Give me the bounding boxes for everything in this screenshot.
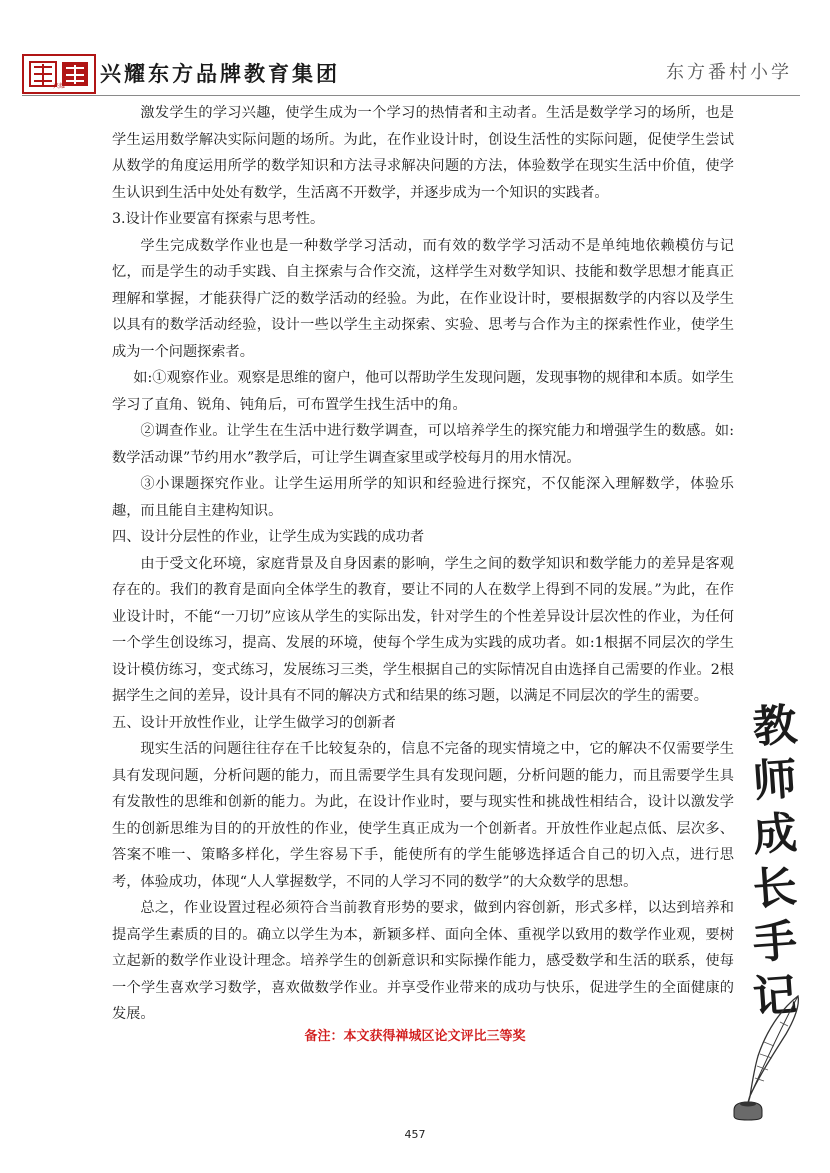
side-title-char: 师 bbox=[751, 753, 799, 808]
section-heading: 五、设计开放性作业，让学生做学习的创新者 bbox=[112, 714, 396, 731]
paragraph: 激发学生的学习兴趣，使学生成为一个学习的热情者和主动者。生活是数学学习的场所，也是学生运用数学解决实际问题的场所。为此，在作业设计时，创设生活性的实际问题，促使学生尝试从数学的角度运用所学的数学知识和方法寻求解决问题的方法，体验数学在现实生活中价值，使学生认识到生活中处处有数学，生活离不开数学，并逐步成为一个知识的实践者。 bbox=[112, 105, 734, 201]
header-divider bbox=[22, 95, 800, 96]
group-logo bbox=[22, 54, 96, 94]
quill-pen-icon bbox=[728, 992, 806, 1122]
logo-text: 兴耀 bbox=[52, 83, 66, 89]
page-number: 457 bbox=[404, 1128, 426, 1141]
article-body bbox=[112, 100, 734, 1028]
side-title-char: 记 bbox=[751, 969, 799, 1024]
paragraph: 现实生活的问题往往存在千比较复杂的，信息不完备的现实情境之中，它的解决不仅需要学生具有发现问题，分析问题的能力，而且需要学生具有发现问题，分析问题的能力，而且需要学生具有发散性的思维和创新的能力。为此，在设计作业时，要与现实性和挑战性相结合，设计以激发学生的创新思维为目的的开放性的作业，使学生真正成为一个创新者。开放性作业起点低、层次多、答案不唯一、策略多样化，学生容易下手，能使所有的学生能够选择适合自己的切入点，进行思考，体验成功，体现“人人掌握数学，不同的人学习不同的数学”的大众数学的思想。 bbox=[112, 741, 734, 890]
group-name: 兴耀东方品牌教育集团 bbox=[100, 62, 340, 86]
page-header bbox=[0, 0, 830, 100]
school-name: 东方番村小学 bbox=[666, 62, 792, 83]
paragraph: ③小课题探究作业。让学生运用所学的知识和经验进行探究，不仅能深入理解数学，体验乐趣，而且能自主建构知识。 bbox=[112, 476, 734, 519]
side-title-teacher-growth-notes bbox=[735, 700, 815, 1024]
paragraph: ②调查作业。让学生在生活中进行数学调查，可以培养学生的探究能力和增强学生的数感。如:数学活动课”节约用水”教学后，可让学生调查家里或学校每月的用水情况。 bbox=[112, 423, 734, 466]
paragraph: 由于受文化环境，家庭背景及自身因素的影响，学生之间的数学知识和数学能力的差异是客观存在的。我们的教育是面向全体学生的教育，要让不同的人在数学上得到不同的发展。”为此，在作业设计时，不能“一刀切”应该从学生的实际出发，针对学生的个性差异设计层次性的作业，为任何一个学生创设练习，提高、发展的环境，使每个学生成为实践的成功者。如:1根据不同层次的学生设计模仿练习，变式练习，发展练习三类，学生根据自己的实际情况自由选择自己需要的作业。2根据学生之间的差异，设计具有不同的解决方式和结果的练习题，以满足不同层次的学生的需要。 bbox=[112, 555, 734, 704]
award-note: 备注：本文获得禅城区论文评比三等奖 bbox=[304, 1029, 526, 1044]
logo-seal-icon bbox=[28, 59, 90, 89]
side-title-char: 教 bbox=[751, 699, 799, 754]
paragraph: 学生完成数学作业也是一种数学学习活动，而有效的数学学习活动不是单纯地依赖模仿与记忆，而是学生的动手实践、自主探索与合作交流，这样学生对数学知识、技能和数学思想才能真正理解和掌握，才能获得广泛的数学活动的经验。为此，在作业设计时，要根据数学的内容以及学生以具有的数学活动经验，设计一些以学生主动探索、实验、思考与合作为主的探索性作业，使学生成为一个问题探索者。 bbox=[112, 237, 734, 360]
side-title-char: 成 bbox=[751, 807, 799, 862]
section-heading: 3.设计作业要富有探索与思考性。 bbox=[112, 211, 325, 227]
paragraph: 总之，作业设置过程必须符合当前教育形势的要求，做到内容创新，形式多样，以达到培养和提高学生素质的目的。确立以学生为本，新颖多样、面向全体、重视学以致用的数学作业观，要树立起新的数学作业设计理念。培养学生的创新意识和实际操作能力，感受数学和生活的联系，使每一个学生喜欢学习数学，喜欢做数学作业。并享受作业带来的成功与快乐，促进学生的全面健康的发展。 bbox=[112, 900, 734, 1022]
side-title-char: 长 bbox=[751, 861, 799, 916]
side-title-char: 手 bbox=[751, 915, 799, 970]
section-heading: 四、设计分层性的作业，让学生成为实践的成功者 bbox=[112, 529, 425, 545]
paragraph: 如:①观察作业。观察是思维的窗户，他可以帮助学生发现问题，发现事物的规律和本质。如学生学习了直角、锐角、钝角后，可布置学生找生活中的角。 bbox=[112, 370, 734, 413]
